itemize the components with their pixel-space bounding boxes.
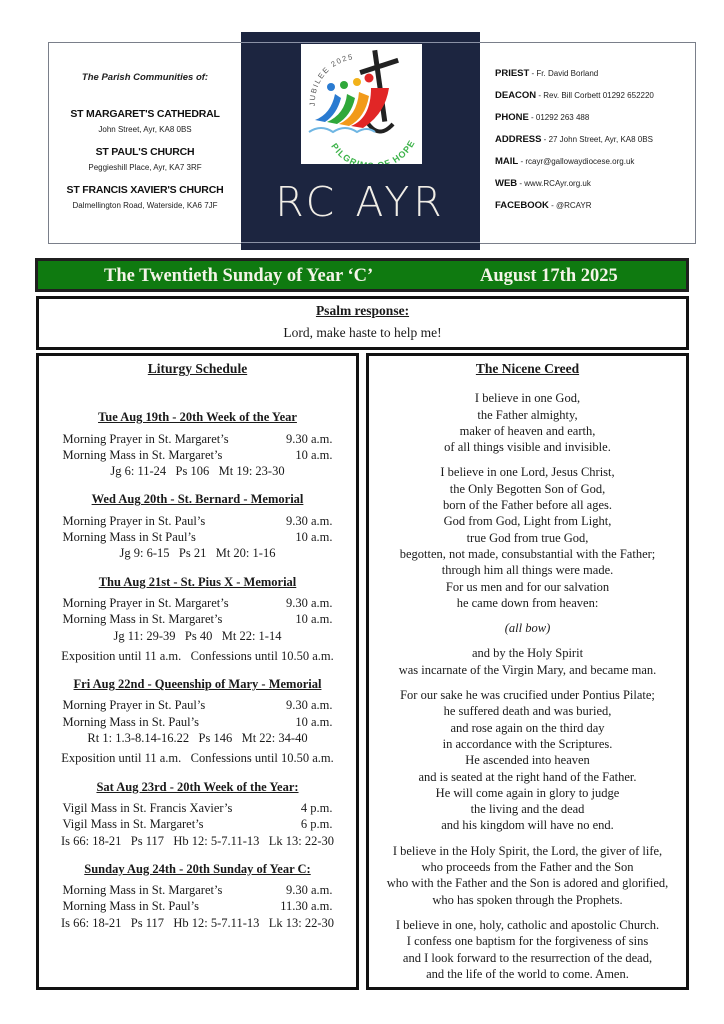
sunday-title: The Twentieth Sunday of Year ‘C’: [104, 266, 374, 286]
readings: Jg 9: 6-15 Ps 21 Mt 20: 1-16: [119, 546, 276, 561]
church-name: ST PAUL'S CHURCH: [95, 146, 195, 158]
divider: [241, 242, 480, 243]
liturgy-title: Liturgy Schedule: [147, 361, 248, 376]
readings: Is 66: 18-21 Ps 117 Hb 12: 5-7.11-13 Lk 13: 22-30: [60, 833, 335, 848]
creed-line: I confess one baptism for the forgiveness of sins: [406, 934, 649, 949]
service-name: Morning Mass in St. Paul’s: [62, 899, 199, 914]
liturgy-days: [39, 409, 356, 931]
creed-line: I believe in one God,: [474, 391, 581, 406]
svg-text:PILGRIMS OF HOPE: [329, 138, 417, 164]
contact-key: DEACON: [495, 90, 537, 101]
jubilee-cross-anchor-icon: [301, 44, 422, 164]
liturgy-day: [39, 779, 356, 849]
church-address: John Street, Ayr, KA8 0BS: [98, 125, 192, 134]
day-heading: Tue Aug 19th - 20th Week of the Year: [98, 410, 297, 425]
service-row: [39, 529, 356, 545]
logo-bottom-text: PILGRI F HOPE: [329, 138, 418, 164]
service-name: Vigil Mass in St. Margaret’s: [62, 817, 204, 832]
creed-line: and by the Holy Spirit: [471, 646, 584, 661]
day-heading: Fri Aug 22nd - Queenship of Mary - Memorial: [73, 677, 322, 692]
contact-value: - Rev. Bill Corbett 01292 652220: [536, 91, 654, 100]
nicene-creed: [366, 353, 689, 990]
service-name: Morning Mass in St. Margaret’s: [62, 883, 223, 898]
contact-key: WEB: [495, 178, 518, 189]
service-row: [39, 431, 356, 447]
creed-line: maker of heaven and earth,: [459, 423, 596, 438]
creed-line: the living and the dead: [470, 802, 585, 817]
creed-line: he suffered death and was buried,: [443, 704, 612, 719]
creed-line: true God from true God,: [466, 530, 589, 545]
contact-value: - 27 John Street, Ayr, KA8 0BS: [541, 135, 653, 144]
contact-value: - rcayr@gallowaydiocese.org.uk: [518, 157, 635, 166]
creed-line: and rose again on the third day: [450, 720, 605, 735]
contact-mail: [495, 156, 695, 178]
creed-line: who has spoken through the Prophets.: [432, 892, 623, 907]
creed-body: [369, 390, 686, 982]
creed-title: The Nicene Creed: [475, 361, 580, 376]
exposition-confessions: Exposition until 11 a.m. Confessions until 10.50 a.m.: [61, 751, 334, 766]
service-row: [39, 816, 356, 832]
creed-line: He ascended into heaven: [465, 753, 590, 768]
creed-line: He will come again in glory to judge: [435, 785, 620, 800]
brand-panel: [241, 32, 480, 250]
jubilee-logo: [301, 44, 422, 164]
creed-line: and I look forward to the resurrection of the dead,: [402, 950, 653, 965]
creed-stanza: [369, 645, 686, 678]
service-name: Morning Mass in St Paul’s: [62, 530, 196, 545]
psalm-box: [36, 296, 689, 350]
contact-key: PHONE: [495, 112, 529, 123]
service-row: [39, 447, 356, 463]
logo-top-text: JUBILEE 2025: [307, 52, 355, 107]
church-name: ST FRANCIS XAVIER'S CHURCH: [66, 184, 224, 196]
contact-priest: [495, 68, 695, 90]
creed-stanza: [369, 843, 686, 908]
service-time: 9.30 a.m.: [285, 698, 333, 713]
readings: Jg 11: 29-39 Ps 40 Mt 22: 1-14: [113, 628, 282, 643]
creed-line: I believe in one, holy, catholic and apostolic Church.: [395, 917, 660, 932]
service-name: Morning Prayer in St. Margaret’s: [62, 595, 229, 610]
contact-deacon: [495, 90, 695, 112]
day-heading: Sunday Aug 24th - 20th Sunday of Year C:: [84, 861, 311, 876]
readings: Is 66: 18-21 Ps 117 Hb 12: 5-7.11-13 Lk 13: 22-30: [60, 915, 335, 930]
service-name: Morning Prayer in St. Paul’s: [62, 698, 206, 713]
service-name: Morning Prayer in St. Paul’s: [62, 513, 206, 528]
service-time: 10 a.m.: [295, 612, 333, 627]
sunday-date: August 17th 2025: [480, 266, 618, 286]
rubric: [369, 620, 686, 636]
service-time: 11.30 a.m.: [280, 899, 333, 914]
creed-line: I believe in one Lord, Jesus Christ,: [440, 465, 615, 480]
service-time: 10 a.m.: [295, 714, 333, 729]
creed-line: (all bow): [504, 621, 551, 636]
service-time: 4 p.m.: [300, 800, 333, 815]
brand-title: RC AYR: [275, 178, 446, 226]
creed-line: he came down from heaven:: [456, 595, 599, 610]
service-row: [39, 595, 356, 611]
liturgy-day: [39, 491, 356, 561]
psalm-heading: Psalm response:: [315, 303, 410, 318]
psalm-text: Lord, make haste to help me!: [283, 325, 442, 340]
sunday-banner: [35, 258, 689, 292]
creed-line: through him all things were made.: [441, 563, 614, 578]
creed-line: and is seated at the right hand of the Father.: [418, 769, 637, 784]
liturgy-day: [39, 409, 356, 479]
contact-value: - Fr. David Borland: [529, 69, 599, 78]
divider: [241, 42, 480, 43]
creed-stanza: [369, 390, 686, 455]
readings: Rt 1: 1.3-8.14-16.22 Ps 146 Mt 22: 34-40: [87, 731, 308, 746]
day-heading: Thu Aug 21st - St. Pius X - Memorial: [98, 574, 297, 589]
service-time: 9.30 a.m.: [285, 595, 333, 610]
creed-stanza: [369, 464, 686, 611]
service-time: 10 a.m.: [295, 447, 333, 462]
creed-stanza: [369, 917, 686, 982]
service-time: 9.30 a.m.: [285, 883, 333, 898]
liturgy-schedule: [36, 353, 359, 990]
service-name: Vigil Mass in St. Francis Xavier’s: [62, 800, 233, 815]
church-name: ST MARGARET'S CATHEDRAL: [70, 108, 220, 120]
service-time: 9.30 a.m.: [285, 431, 333, 446]
creed-line: For us men and for our salvation: [445, 579, 610, 594]
service-name: Morning Mass in St. Paul’s: [62, 714, 199, 729]
service-row: [39, 898, 356, 914]
creed-line: the Father almighty,: [477, 407, 578, 422]
contact-key: FACEBOOK: [495, 200, 549, 211]
creed-line: and the life of the world to come. Amen.: [426, 966, 629, 981]
service-row: [39, 714, 356, 730]
creed-line: was incarnate of the Virgin Mary, and became man.: [398, 662, 657, 677]
exposition-confessions: Exposition until 11 a.m. Confessions until 10.50 a.m.: [61, 648, 334, 663]
parish-communities: [48, 42, 242, 244]
creed-line: and his kingdom will have no end.: [441, 818, 614, 833]
service-name: Morning Mass in St. Margaret’s: [62, 447, 223, 462]
creed-line: of all things visible and invisible.: [444, 440, 611, 455]
contact-web: [495, 178, 695, 200]
service-row: [39, 697, 356, 713]
contact-value: - @RCAYR: [548, 201, 592, 210]
service-name: Morning Mass in St. Margaret’s: [62, 612, 223, 627]
creed-line: God from God, Light from Light,: [443, 514, 612, 529]
creed-line: in accordance with the Scriptures.: [442, 736, 613, 751]
contact-value: - 01292 263 488: [528, 113, 590, 122]
creed-line: who with the Father and the Son is adored and glorified,: [386, 876, 669, 891]
service-time: 10 a.m.: [295, 530, 333, 545]
service-time: 6 p.m.: [300, 817, 333, 832]
service-time: 9.30 a.m.: [285, 513, 333, 528]
creed-line: born of the Father before all ages.: [442, 498, 613, 513]
service-row: [39, 611, 356, 627]
contact-value: - www.RCAyr.org.uk: [517, 179, 591, 188]
service-name: Morning Prayer in St. Margaret’s: [62, 431, 229, 446]
readings: Jg 6: 11-24 Ps 106 Mt 19: 23-30: [110, 464, 285, 479]
service-row: [39, 882, 356, 898]
contact-key: ADDRESS: [495, 134, 542, 145]
church-address: Dalmellington Road, Waterside, KA6 7JF: [72, 201, 218, 210]
contact-facebook: [495, 200, 695, 222]
parish-intro: The Parish Communities of:: [81, 72, 209, 83]
creed-line: I believe in the Holy Spirit, the Lord, the giver of life,: [392, 843, 663, 858]
creed-line: begotten, not made, consubstantial with the Father;: [399, 546, 656, 561]
service-row: [39, 800, 356, 816]
contact-phone: [495, 112, 695, 134]
liturgy-day: [39, 676, 356, 766]
contact-list: [495, 68, 695, 222]
creed-line: For our sake he was crucified under Pontius Pilate;: [400, 688, 655, 703]
contact-key: PRIEST: [495, 68, 530, 79]
creed-stanza: [369, 687, 686, 834]
contact-key: MAIL: [495, 156, 519, 167]
day-heading: Sat Aug 23rd - 20th Week of the Year:: [96, 779, 299, 794]
liturgy-day: [39, 574, 356, 664]
creed-line: the Only Begotten Son of God,: [449, 481, 606, 496]
day-heading: Wed Aug 20th - St. Bernard - Memorial: [91, 492, 304, 507]
contact-address: [495, 134, 695, 156]
service-row: [39, 513, 356, 529]
church-address: Peggieshill Place, Ayr, KA7 3RF: [88, 163, 202, 172]
liturgy-day: [39, 861, 356, 931]
creed-line: who proceeds from the Father and the Son: [421, 860, 634, 875]
